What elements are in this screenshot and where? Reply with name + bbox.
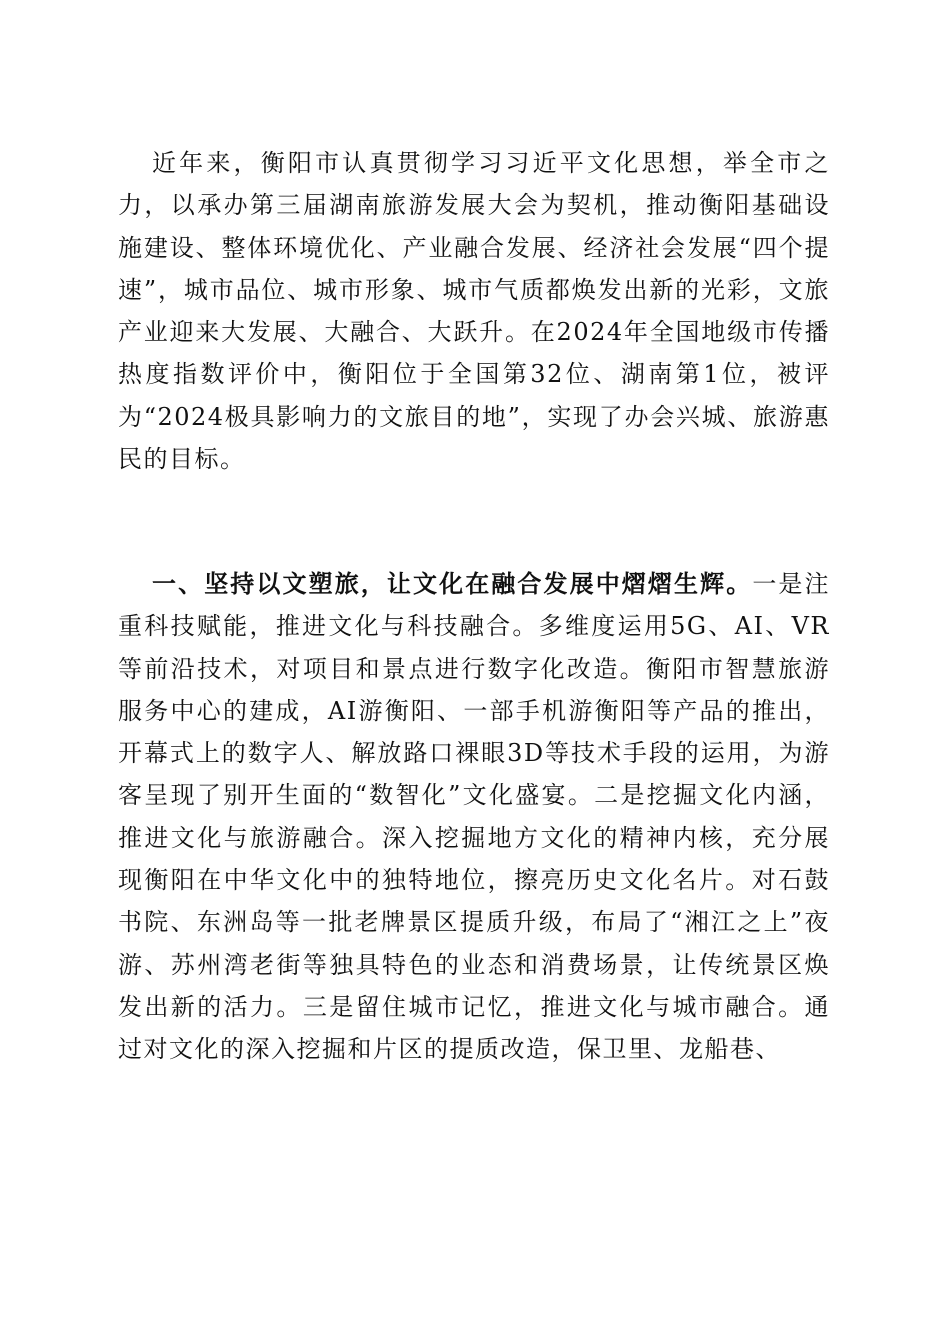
section-1-paragraph bbox=[118, 563, 830, 1071]
section-1-heading: 一、坚持以文塑旅，让文化在融合发展中熠熠生辉。 bbox=[152, 569, 753, 598]
intro-paragraph: 近年来，衡阳市认真贯彻学习习近平文化思想，举全市之力，以承办第三届湖南旅游发展大会为契机，推动衡阳基础设施建设、整体环境优化、产业融合发展、经济社会发展“四个提速”，城市品位、城市形象、城市气质都焕发出新的光彩，文旅产业迎来大发展、大融合、大跃升。在2024年全国地级市传播热度指数评价中，衡阳位于全国第32位、湖南第1位，被评为“2024极具影响力的文旅目的地”，实现了办会兴城、旅游惠民的目标。 bbox=[118, 149, 830, 474]
section-1-body: 一是注重科技赋能，推进文化与科技融合。多维度运用5G、AI、VR等前沿技术，对项目和景点进行数字化改造。衡阳市智慧旅游服务中心的建成，AI游衡阳、一部手机游衡阳等产品的推出，开幕式上的数字人、解放路口裸眼3D等技术手段的运用，为游客呈现了别开生面的“数智化”文化盛宴。二是挖掘文化内涵，推进文化与旅游融合。深入挖掘地方文化的精神内核，充分展现衡阳在中华文化中的独特地位，擦亮历史文化名片。对石鼓书院、东洲岛等一批老牌景区提质升级，布局了“湘江之上”夜游、苏州湾老街等独具特色的业态和消费场景，让传统景区焕发出新的活力。三是留住城市记忆，推进文化与城市融合。通过对文化的深入挖掘和片区的提质改造，保卫里、龙船巷、 bbox=[118, 570, 831, 1064]
